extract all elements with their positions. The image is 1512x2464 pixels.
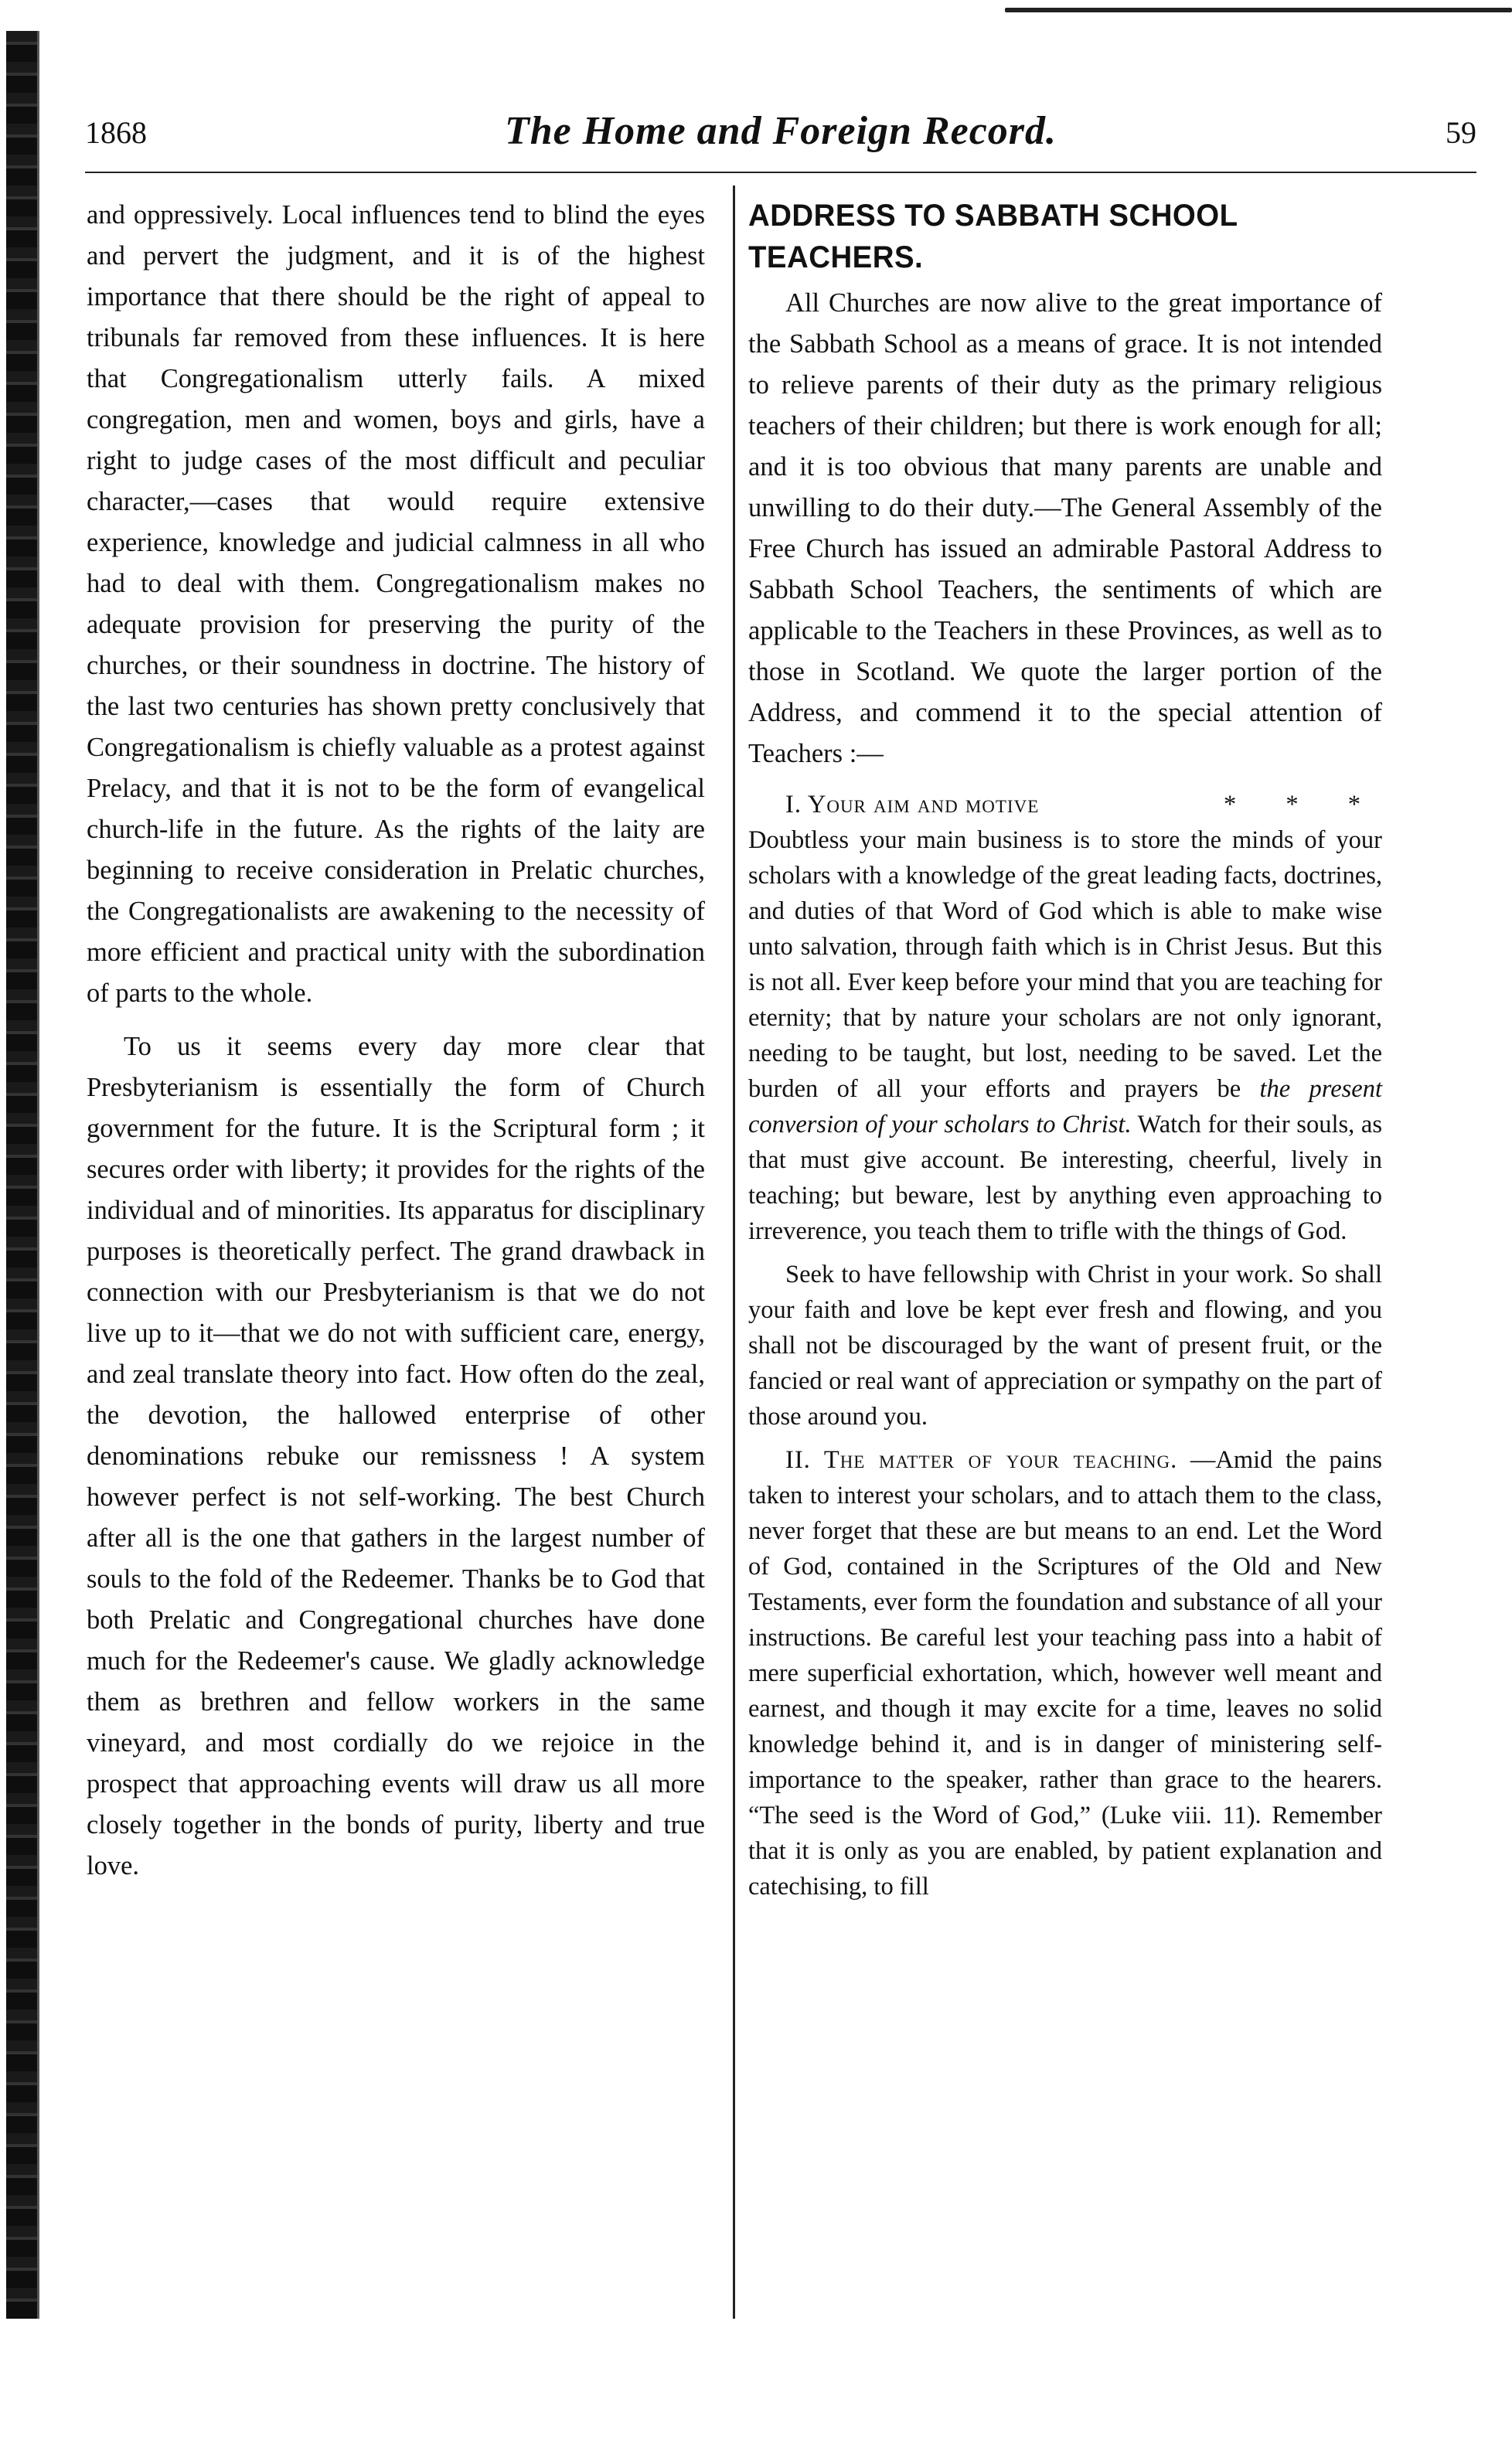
section-2-paragraph-1 [748, 1442, 1382, 1904]
top-border-rule [1005, 8, 1512, 12]
left-paragraph-2: To us it seems every day more clear that Presbyterianism is essentially the form of Church government for the future. It is the Scriptural form ; it secures order with liberty; it provides for the rights of the individual and of minorities. Its apparatus for disciplinary purposes is theoretically perfect. The grand drawback in connection with our Presbyterianism is that we do not live up to it—that we do not with sufficient care, energy, and zeal translate theory into fact. How often do the zeal, the devotion, the hallowed enterprise of other denominations rebuke our remissness ! A system however perfect is not self-working. The best Church after all is the one that gathers in the largest number of souls to the fold of the Redeemer. Thanks be to God that both Prelatic and Congregational churches have done much for the Redeemer's cause. We gladly acknowledge them as brethren and fellow workers in the same vineyard, and most cordially do we rejoice in the prospect that approaching events will draw us all more closely together in the bonds of purity, liberty and true love. [87, 1032, 705, 1880]
right-column [748, 195, 1382, 1912]
section-2-title: II. The matter of your teaching. [785, 1446, 1178, 1474]
left-paragraph-1: and oppressively. Local influences tend to blind the eyes and pervert the judgment, and it is of the highest importance that there should be the right of appeal to tribunals far removed from these influences. It is here that Congregationalism utterly fails. A mixed congregation, men and women, boys and girls, have a right to judge cases of the most difficult and peculiar character,—cases that would require extensive experience, knowledge and judicial calmness in all who had to deal with them. Congregationalism makes no adequate provision for preserving the purity of the churches, or their soundness in doctrine. The history of the last two centuries has shown pretty conclusively that Congregationalism is chiefly valuable as a protest against Prelacy, and that it is not to be the form of evangelical church-life in the future. As the rights of the laity are beginning to receive consideration in Prelatic churches, the Congregationalists are awakening to the necessity of more efficient and practical unity with the subordination of parts to the whole. [87, 200, 705, 1008]
section-1-paragraph-1-emphasis: the present conversion of your scholars to Christ. [748, 1075, 1382, 1138]
page-number: 59 [1446, 115, 1476, 150]
section-1-paragraph-2: Seek to have fellowship with Christ in your work. So shall your faith and love be kept ever fresh and flowing, and you shall not be discouraged by the want of present fruit, or the fancied or real want of appreciation or sympathy on the part of those around you. [748, 1261, 1382, 1431]
header-year: 1868 [85, 115, 147, 150]
section-1-paragraph-1-b: Watch for their souls, as that must give account. Be interesting, cheerful, lively in teaching; but beware, lest by anything even approaching to irreverence, you teach them to trifle with the things of God. [748, 1111, 1382, 1245]
section-1-heading-line [748, 787, 1382, 822]
scan-binding-edge [6, 31, 39, 2319]
section-1 [748, 787, 1382, 1434]
section-1-title: I. Your aim and motive [785, 791, 1040, 818]
header-rule [85, 172, 1476, 173]
section-2 [748, 1442, 1382, 1904]
section-2-body: —Amid the pains taken to interest your scholars, and to attach them to the class, never forget that these are but means to an end. Let the Word of God, contained in the Scriptures of the Old and New Testaments, ever form the foundation and substance of all your instructions. Be careful lest your teaching pass into a habit of mere superficial exhortation, which, however well meant and earnest, and though it may excite for a time, leaves no solid knowledge behind it, and is in danger of ministering self-importance to the speaker, rather than grace to the hearers. “The seed is the Word of God,” (Luke viii. 11). Remember that it is only as you are enabled, by patient explanation and catechising, to fill [748, 1446, 1383, 1901]
section-1-stars: * * * [1224, 791, 1382, 818]
journal-title: The Home and Foreign Record. [504, 109, 1057, 153]
section-1-paragraph-1-a: Doubtless your main business is to store the minds of your scholars with a knowledge of the great leading facts, doctrines, and duties of that Word of God which is able to make wise unto salvation, through faith which is in Christ Jesus. But this is not all. Ever keep before your mind that you are teaching for eternity; that by nature your scholars are not only ignorant, needing to be taught, but lost, needing to be saved. Let the burden of all your efforts and prayers be [748, 826, 1382, 1103]
page-header [85, 108, 1476, 170]
column-divider [733, 185, 735, 2319]
left-column [87, 195, 705, 1899]
section-1-paragraph-1 [748, 822, 1382, 1249]
article-heading: ADDRESS TO SABBATH SCHOOL TEACHERS. [748, 199, 1238, 274]
article-intro: All Churches are now alive to the great importance of the Sabbath School as a means of grace. It is not intended to relieve parents of their duty as the primary religious teachers of their children; but there is work enough for all; and it is too obvious that many parents are unable and unwilling to do their duty.—The General Assembly of the Free Church has issued an admirable Pastoral Address to Sabbath School Teachers, the sentiments of which are applicable to the Teachers in these Provinces, as well as to those in Scotland. We quote the larger portion of the Address, and commend it to the special attention of Teachers :— [748, 288, 1382, 768]
